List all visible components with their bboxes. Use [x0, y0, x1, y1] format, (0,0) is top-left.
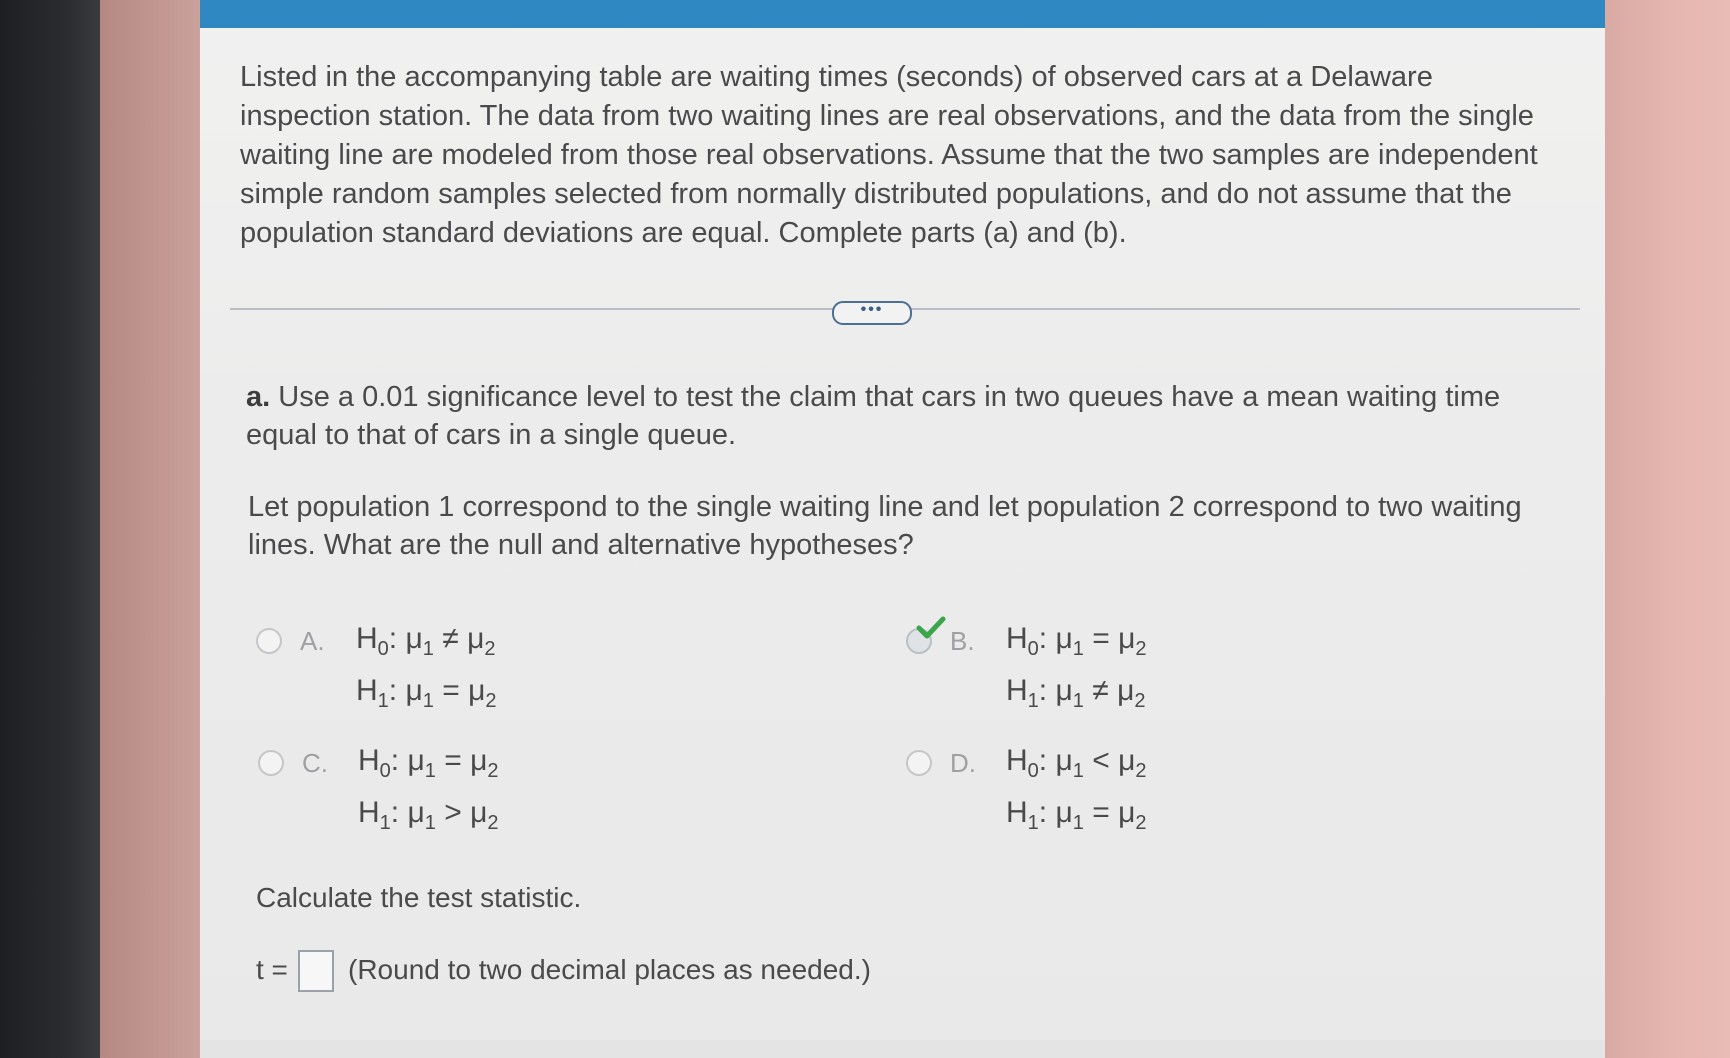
option-b[interactable]	[906, 622, 1356, 732]
option-d-alt-hypothesis: $H_1$: $\mu_1 = \mu_2$	[1006, 796, 1147, 834]
option-a-alt-hypothesis: $H_1$: $\mu_1 = \mu_2$	[356, 674, 497, 712]
option-c-letter: C.	[302, 748, 328, 778]
bottom-strip	[200, 1040, 1605, 1058]
expand-more-button[interactable]: •••	[832, 301, 912, 325]
monitor-bezel-left	[0, 0, 100, 1058]
option-c-null-hypothesis: $H_0$: $\mu_1 = \mu_2$	[358, 744, 499, 782]
option-d-h0-relation: <	[1092, 744, 1110, 777]
question-panel	[200, 0, 1605, 1058]
option-b-alt-hypothesis: $H_1$: $\mu_1 \ne \mu_2$	[1006, 674, 1146, 712]
part-a-prompt	[246, 378, 1546, 454]
top-bar	[200, 0, 1605, 28]
option-c-h1-relation: >	[444, 796, 462, 829]
radio-c[interactable]	[258, 750, 284, 776]
radio-d[interactable]	[906, 750, 932, 776]
part-a-label: a.	[246, 381, 271, 413]
option-b-h1-relation: ≠	[1092, 674, 1109, 707]
option-c-alt-hypothesis: $H_1$: $\mu_1 > \mu_2$	[358, 796, 499, 834]
option-c-h0-relation: =	[444, 744, 462, 777]
option-a[interactable]	[256, 622, 706, 732]
calculate-prompt: Calculate the test statistic.	[256, 882, 582, 913]
population-prompt: Let population 1 correspond to the single waiting line and let population 2 correspond to two waiting lines. What are the null and alternative hypotheses?	[248, 491, 1522, 561]
option-d[interactable]	[906, 744, 1356, 854]
background-wall-right	[1605, 0, 1730, 1058]
option-d-null-hypothesis: $H_0$: $\mu_1 < \mu_2$	[1006, 744, 1147, 782]
option-a-h1-relation: =	[442, 674, 460, 707]
option-b-letter: B.	[950, 626, 975, 656]
option-a-letter: A.	[300, 626, 325, 656]
t-statistic-label: t =	[256, 954, 288, 985]
option-c[interactable]	[258, 744, 708, 854]
check-icon	[916, 616, 946, 640]
option-b-h0-relation: =	[1092, 622, 1110, 655]
background-wall-left	[100, 0, 200, 1058]
t-statistic-input[interactable]	[298, 950, 334, 992]
option-d-h1-relation: =	[1092, 796, 1110, 829]
option-b-null-hypothesis: $H_0$: $\mu_1 = \mu_2$	[1006, 622, 1147, 660]
question-intro: Listed in the accompanying table are waiting times (seconds) of observed cars at a Delaware inspection station. The data from two waiting lines are real observations, and the data from the single waiting line are modeled from those real observations. Assume that the two samples are independent simple random samples selected from normally distributed populations, and do not assume that the population standard deviations are equal. Complete parts (a) and (b).	[240, 61, 1538, 249]
option-d-letter: D.	[950, 748, 976, 778]
part-a-text: Use a 0.01 significance level to test the claim that cars in two queues have a mean waiting time equal to that of cars in a single queue.	[246, 381, 1501, 451]
rounding-note: (Round to two decimal places as needed.)	[348, 954, 871, 985]
option-a-h0-relation: ≠	[442, 622, 459, 655]
option-a-null-hypothesis: $H_0$: $\mu_1 \ne \mu_2$	[356, 622, 496, 660]
radio-a[interactable]	[256, 628, 282, 654]
